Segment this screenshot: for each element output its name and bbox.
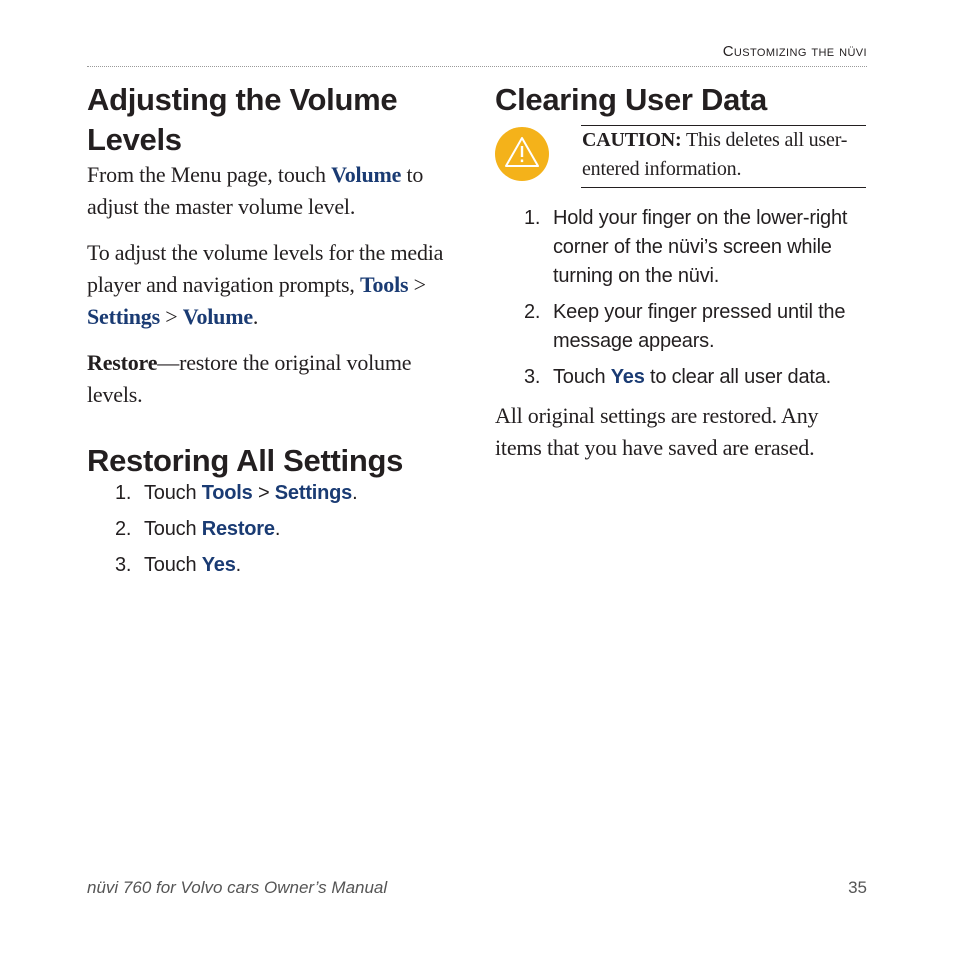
step-pre: Touch <box>553 366 611 388</box>
header-rule <box>87 66 867 67</box>
footer-manual-title: nüvi 760 for Volvo cars Owner’s Manual <box>87 878 388 897</box>
restore-keyword: Restore <box>201 518 275 540</box>
step-number: 1. <box>115 482 132 504</box>
volume-p1-text-a: From the Menu page, touch <box>87 162 332 187</box>
settings-keyword: Settings <box>87 304 160 329</box>
step-end: . <box>274 518 281 540</box>
volume-keyword: Volume <box>331 162 402 187</box>
volume-heading-line2: Levels <box>87 122 182 157</box>
closing-text: All original settings are restored. Any items that you have saved are erased. <box>495 403 819 460</box>
volume-p2-text: To adjust the volume levels for the media player and navigation prompts, <box>87 240 444 297</box>
step-end: . <box>235 554 241 576</box>
clear-data-section <box>495 80 867 120</box>
volume-path-keyword: Volume <box>182 304 253 329</box>
tools-keyword: Tools <box>201 482 253 504</box>
volume-paragraph-2 <box>87 237 447 333</box>
volume-heading <box>87 80 447 160</box>
footer-page-number: 35 <box>848 878 867 897</box>
step-text <box>144 515 280 544</box>
path-separator: > <box>252 482 275 504</box>
yes-keyword: Yes <box>610 366 645 388</box>
volume-paragraph-3 <box>87 347 447 411</box>
settings-keyword: Settings <box>274 482 353 504</box>
path-separator-1: > <box>408 272 426 297</box>
caution-label: CAUTION: <box>582 129 682 151</box>
step-text: Hold your finger on the lower-right corner of the nüvi’s screen while turning on the nüvi. <box>553 207 848 287</box>
caution-message: This deletes all user-entered information. <box>582 129 848 180</box>
step-text <box>553 363 867 392</box>
step-pre: Touch <box>144 518 202 540</box>
step-text: Keep your finger pressed until the message appears. <box>553 301 846 352</box>
restore-definition: —restore the original volume levels. <box>87 350 412 407</box>
restore-heading: Restoring All Settings <box>87 443 404 478</box>
volume-paragraph-1 <box>87 159 447 223</box>
step-number: 2. <box>115 518 132 540</box>
restore-section <box>87 441 447 481</box>
step-end: . <box>352 482 358 504</box>
volume-p2-end: . <box>252 304 259 329</box>
step-pre: Touch <box>144 554 202 576</box>
restore-term: Restore <box>87 350 158 375</box>
step-number: 3. <box>524 366 541 388</box>
volume-heading-line1: Adjusting the Volume <box>87 82 398 117</box>
running-header-text: Customizing the nüvi <box>722 43 867 60</box>
step-text <box>144 551 241 580</box>
tools-keyword: Tools <box>360 272 409 297</box>
step-number: 3. <box>115 554 132 576</box>
step-text <box>144 479 357 508</box>
step-post: to clear all user data. <box>644 366 832 388</box>
clear-data-heading: Clearing User Data <box>495 82 767 117</box>
caution-text <box>582 126 866 184</box>
volume-section <box>87 80 447 160</box>
step-number: 2. <box>524 301 541 323</box>
warning-triangle-icon <box>494 126 550 182</box>
yes-keyword: Yes <box>201 554 236 576</box>
step-pre: Touch <box>144 482 202 504</box>
step-number: 1. <box>524 207 541 229</box>
closing-paragraph <box>495 400 867 464</box>
path-separator-2: > <box>159 304 183 329</box>
volume-p1-text-b: to adjust the master volume level. <box>87 162 424 219</box>
caution-box <box>581 125 866 188</box>
running-header <box>723 43 867 60</box>
